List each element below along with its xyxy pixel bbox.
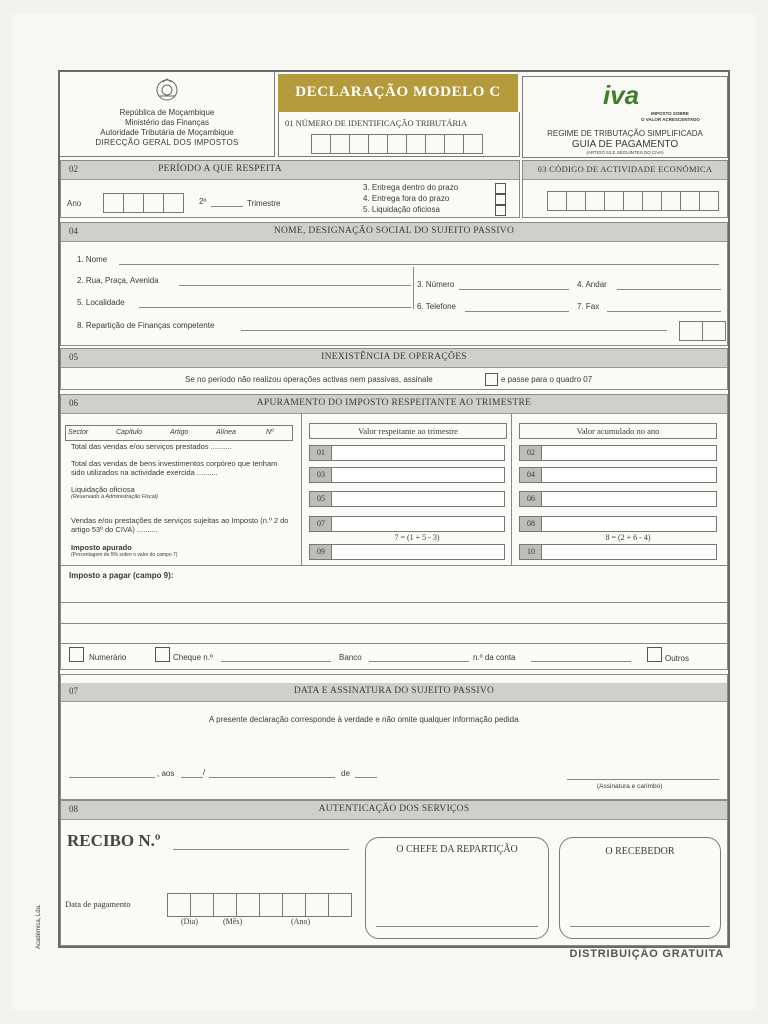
- field-01-input[interactable]: [331, 445, 505, 461]
- liquidation-note: (Reservado à Administração Fiscal): [71, 494, 158, 500]
- section-04-taxpayer: [60, 222, 728, 346]
- payment-date-label: Data de pagamento: [65, 899, 131, 909]
- cheque-checkbox[interactable]: [155, 647, 170, 662]
- chapter-label: Capítulo: [116, 429, 143, 436]
- article-label: Artigo: [170, 429, 189, 436]
- field-05-code: 05: [309, 491, 333, 507]
- day-caption: (Dia): [181, 917, 198, 926]
- field-02-code: 02: [519, 445, 543, 461]
- nr-label: Nº: [266, 429, 274, 436]
- phone-label: 6. Telefone: [417, 302, 456, 311]
- section-08-bar: [61, 801, 727, 820]
- section-05-bar: [61, 349, 727, 368]
- receipt-label: RECIBO N.º: [67, 831, 161, 850]
- chief-signature-line: [376, 926, 538, 927]
- field-08-input[interactable]: [541, 516, 717, 532]
- col-divider-1: [301, 413, 302, 565]
- header-authority-block: [60, 72, 275, 157]
- year-cells[interactable]: [103, 193, 183, 213]
- month-input[interactable]: [209, 777, 335, 778]
- cheque-number-input[interactable]: [221, 661, 331, 662]
- field-07-input[interactable]: [331, 516, 505, 532]
- other-checkbox[interactable]: [647, 647, 662, 662]
- receiver-signature-line: [570, 926, 710, 927]
- checkbox-in-time[interactable]: [495, 183, 506, 194]
- de-label: de: [341, 769, 350, 778]
- row-official-liquidation: Liquidação oficiosa: [71, 485, 135, 494]
- number-input[interactable]: [459, 289, 569, 290]
- tax-payable-label: Imposto a pagar (campo 9):: [69, 571, 174, 580]
- subparagraph-label: Alínea: [216, 429, 236, 436]
- iva-logo-sub1: IMPOSTO SOBRE: [651, 111, 689, 116]
- section-02-period: [60, 160, 520, 218]
- section-05-title: INEXISTÊNCIA DE OPERAÇÕES: [321, 352, 467, 362]
- printer-credit: Académica, Lda.: [36, 904, 42, 949]
- row-taxable-sales: Vendas e/ou prestações de serviços sujeitas ao Imposto (n.º 2 do artigo 53º do CIVA) ..........: [71, 516, 289, 534]
- phone-input[interactable]: [465, 311, 569, 312]
- checkbox-official[interactable]: [495, 205, 506, 216]
- section-07-number: 07: [69, 686, 78, 696]
- field-04-code: 04: [519, 467, 543, 483]
- tax-calculated-note: (Percentagem de 5% sobre o valor do campo 7): [71, 552, 178, 558]
- quarter-label: Trimestre: [247, 199, 281, 208]
- receiver-stamp-area[interactable]: [559, 837, 721, 939]
- number-label: 3. Número: [417, 280, 455, 289]
- floor-input[interactable]: [617, 289, 721, 290]
- nuit-label: 01 NÚMERO DE IDENTIFICAÇÃO TRIBUTÁRIA: [285, 118, 468, 128]
- payment-date-cells[interactable]: [167, 893, 351, 917]
- field-03-code: 03: [309, 467, 333, 483]
- directorate-name: DIRECÇÃO GERAL DOS IMPOSTOS: [95, 138, 239, 147]
- authority-name: Autoridade Tributária de Moçambique: [100, 128, 234, 137]
- iva-logo-sub2: O VALOR ACRESCENTADO: [641, 117, 700, 122]
- row-tax-calculated: Imposto apurado: [71, 543, 132, 552]
- date-slash: /: [203, 768, 206, 777]
- field-02-input[interactable]: [541, 445, 717, 461]
- name-label: 1. Nome: [77, 255, 108, 264]
- chief-label: O CHEFE DA REPARTIÇÃO: [396, 844, 518, 855]
- col-divider-2: [511, 413, 512, 565]
- field-09-input[interactable]: [331, 544, 505, 560]
- floor-label: 4. Andar: [577, 280, 607, 289]
- declaration-form: [58, 70, 730, 948]
- field-09-code: 09: [309, 544, 333, 560]
- ministry-name: Ministério das Finanças: [124, 118, 210, 127]
- field-04-input[interactable]: [541, 467, 717, 483]
- section-07-signature: [60, 674, 728, 800]
- section-02-title: PERÍODO A QUE RESPEITA: [158, 164, 282, 174]
- field-07-code: 07: [309, 516, 333, 532]
- free-distribution-label: DISTRIBUIÇÃO GRATUITA: [569, 948, 724, 960]
- no-operations-checkbox[interactable]: [485, 373, 498, 386]
- field-05-input[interactable]: [331, 491, 505, 507]
- year-label: Ano: [67, 199, 82, 208]
- tax-payable-line-1[interactable]: [61, 602, 727, 603]
- section-06-tax-assessment: [60, 394, 728, 670]
- other-label: Outros: [665, 654, 690, 663]
- bank-input[interactable]: [369, 661, 469, 662]
- bank-label: Banco: [339, 653, 362, 662]
- classification-box: [65, 425, 293, 441]
- regime-label: REGIME DE TRIBUTAÇÃO SIMPLIFICADA: [547, 129, 703, 138]
- account-input[interactable]: [531, 661, 631, 662]
- option-in-time: 3. Entrega dentro do prazo: [363, 183, 459, 192]
- cash-label: Numerário: [89, 653, 127, 662]
- cheque-label: Cheque n.º: [173, 653, 213, 662]
- option-late: 4. Entrega fora do prazo: [363, 194, 450, 203]
- coat-of-arms-emblem: [154, 78, 180, 102]
- assessment-bottom-line: [61, 565, 727, 566]
- section-06-title: APURAMENTO DO IMPOSTO RESPEITANTE AO TRIMESTRE: [256, 398, 532, 408]
- section-03-title: 03 CÓDIGO DE ACTIVIDADE ECONÓMICA: [537, 164, 713, 174]
- second-label: 2º: [199, 197, 207, 206]
- field-06-input[interactable]: [541, 491, 717, 507]
- field-01-code: 01: [309, 445, 333, 461]
- section-07-title: DATA E ASSINATURA DO SUJEITO PASSIVO: [293, 686, 495, 696]
- section-02-bar: [61, 161, 519, 180]
- receipt-number-input[interactable]: [173, 849, 349, 850]
- year-caption: (Ano): [291, 917, 311, 926]
- row-total-sales: Total das vendas e/ou serviços prestados ..........: [71, 442, 232, 451]
- no-operations-text: Se no período não realizou operações activas nem passivas, assinale: [185, 375, 433, 384]
- aos-label: , aos: [157, 769, 175, 778]
- section-05-number: 05: [69, 352, 78, 362]
- declaration-statement: A presente declaração corresponde à verdade e não omite qualquer informação pedida: [209, 715, 519, 724]
- street-label: 2. Rua, Praça, Avenida: [77, 276, 159, 285]
- name-input[interactable]: [119, 264, 719, 265]
- tax-office-input[interactable]: [241, 330, 667, 331]
- no-operations-text-after: e passe para o quadro 07: [501, 375, 593, 384]
- fax-label: 7. Fax: [577, 302, 600, 311]
- section-03-bar: [523, 161, 727, 180]
- tax-office-code-cells[interactable]: [679, 321, 725, 341]
- tax-payable-line-3[interactable]: [61, 643, 727, 644]
- activity-code-cells[interactable]: [547, 191, 718, 211]
- option-official: 5. Liquidação oficiosa: [363, 205, 440, 214]
- nuit-block: [278, 112, 520, 157]
- fax-input[interactable]: [607, 311, 721, 312]
- tax-payable-line-2[interactable]: [61, 623, 727, 624]
- section-05-no-operations: [60, 348, 728, 390]
- month-caption: (Mês): [223, 917, 243, 926]
- field-08-code: 08: [519, 516, 543, 532]
- form-title-banner: [278, 74, 518, 112]
- section-02-number: 02: [69, 164, 78, 174]
- section-08-title: AUTENTICAÇÃO DOS SERVIÇOS: [318, 804, 470, 814]
- field-10-code: 10: [519, 544, 543, 560]
- receiver-label: O RECEBEDOR: [605, 846, 675, 857]
- quarter-input[interactable]: [211, 206, 243, 207]
- street-input[interactable]: [179, 285, 411, 286]
- article-note: (ARTIGO 53 E SEGUINTES DO CIVA): [586, 150, 664, 155]
- guide-label: GUIA DE PAGAMENTO: [571, 139, 679, 150]
- formula-quarter: 7 = (1 + 5 - 3): [394, 533, 440, 542]
- field-03-input[interactable]: [331, 467, 505, 483]
- section-08-number: 08: [69, 804, 78, 814]
- locality-label: 5. Localidade: [77, 298, 125, 307]
- year-input[interactable]: [355, 777, 377, 778]
- col-quarter-header: Valor respeitante ao trimestre: [309, 423, 507, 439]
- chief-stamp-area[interactable]: [365, 837, 549, 939]
- formula-annual: 8 = (2 + 6 - 4): [605, 533, 651, 542]
- nuit-cells[interactable]: [311, 134, 482, 154]
- locality-input[interactable]: [139, 307, 411, 308]
- section-03-activity-code: [522, 160, 728, 218]
- republic-name: República de Moçambique: [119, 108, 215, 117]
- day-input[interactable]: [181, 777, 203, 778]
- form-title: DECLARAÇÃO MODELO C: [295, 84, 501, 100]
- sector-label: Sector: [68, 429, 89, 436]
- field-06-code: 06: [519, 491, 543, 507]
- section-08-authentication: [60, 800, 728, 946]
- section-06-bar: [61, 395, 727, 414]
- section-06-number: 06: [69, 398, 78, 408]
- signature-caption: (Assinatura e carimbo): [597, 783, 663, 790]
- signature-place-input[interactable]: [69, 777, 155, 778]
- cash-checkbox[interactable]: [69, 647, 84, 662]
- iva-logo: iva: [603, 80, 640, 110]
- signature-line[interactable]: [567, 779, 719, 780]
- field-10-input[interactable]: [541, 544, 717, 560]
- section-04-bar: [61, 223, 727, 242]
- checkbox-late[interactable]: [495, 194, 506, 205]
- row-investment-sales: Total das vendas de bens investimentos corpóreo que tenham sido utilizados na actividade exercida ..........: [71, 459, 278, 477]
- section-04-title: NOME, DESIGNAÇÃO SOCIAL DO SUJEITO PASSIVO: [273, 226, 515, 236]
- section-04-number: 04: [69, 226, 78, 236]
- iva-guide-block: [522, 76, 728, 158]
- section-07-bar: [61, 683, 727, 702]
- col-annual-header: Valor acumulado no ano: [519, 423, 717, 439]
- account-label: n.º da conta: [473, 653, 516, 662]
- tax-office-label: 8. Repartição de Finanças competente: [77, 321, 215, 330]
- address-divider: [413, 267, 414, 309]
